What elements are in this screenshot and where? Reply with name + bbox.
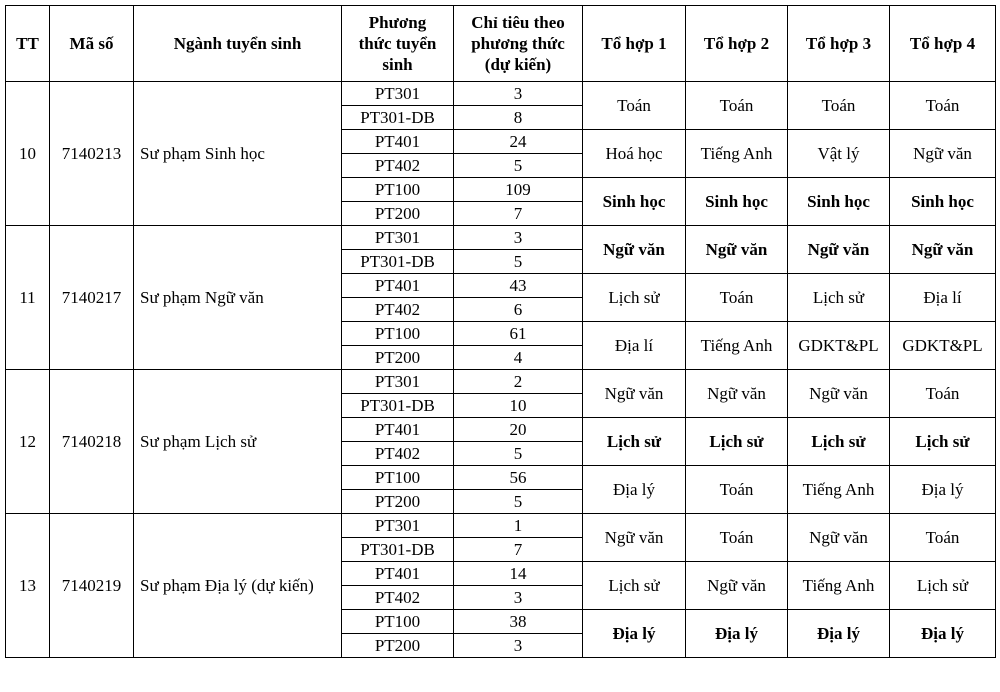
method-cell: PT200 [342, 202, 454, 226]
quota-cell: 4 [454, 346, 583, 370]
admissions-table [5, 5, 996, 658]
header-combo-4: Tổ hợp 4 [890, 6, 996, 82]
quota-cell: 109 [454, 178, 583, 202]
subject-cell: Sinh học [583, 178, 686, 226]
method-cell: PT401 [342, 274, 454, 298]
quota-cell: 5 [454, 442, 583, 466]
method-cell: PT401 [342, 130, 454, 154]
row-major: Sư phạm Địa lý (dự kiến) [134, 514, 342, 658]
subject-cell: Địa lí [890, 274, 996, 322]
subject-cell: Địa lý [788, 610, 890, 658]
quota-cell: 10 [454, 394, 583, 418]
method-cell: PT301 [342, 82, 454, 106]
table-row [6, 226, 996, 250]
quota-cell: 3 [454, 82, 583, 106]
subject-cell: GDKT&PL [890, 322, 996, 370]
method-cell: PT401 [342, 418, 454, 442]
method-cell: PT301-DB [342, 106, 454, 130]
subject-cell: Ngữ văn [583, 226, 686, 274]
subject-cell: Toán [686, 466, 788, 514]
quota-cell: 3 [454, 634, 583, 658]
quota-cell: 8 [454, 106, 583, 130]
quota-cell: 61 [454, 322, 583, 346]
method-cell: PT402 [342, 298, 454, 322]
method-cell: PT200 [342, 634, 454, 658]
subject-cell: Hoá học [583, 130, 686, 178]
subject-cell: Ngữ văn [583, 514, 686, 562]
quota-cell: 56 [454, 466, 583, 490]
method-cell: PT100 [342, 610, 454, 634]
quota-cell: 5 [454, 490, 583, 514]
row-tt: 12 [6, 370, 50, 514]
row-tt: 10 [6, 82, 50, 226]
subject-cell: Lịch sử [788, 418, 890, 466]
row-code: 7140219 [50, 514, 134, 658]
subject-cell: Ngữ văn [890, 130, 996, 178]
method-cell: PT200 [342, 346, 454, 370]
subject-cell: Địa lý [686, 610, 788, 658]
header-code: Mã số [50, 6, 134, 82]
method-cell: PT402 [342, 586, 454, 610]
method-cell: PT301 [342, 370, 454, 394]
subject-cell: Địa lý [890, 610, 996, 658]
quota-cell: 5 [454, 154, 583, 178]
subject-cell: Tiếng Anh [686, 130, 788, 178]
subject-cell: Tiếng Anh [788, 562, 890, 610]
subject-cell: Lịch sử [890, 418, 996, 466]
header-combo-3: Tổ hợp 3 [788, 6, 890, 82]
quota-cell: 38 [454, 610, 583, 634]
subject-cell: Toán [788, 82, 890, 130]
method-cell: PT301-DB [342, 250, 454, 274]
subject-cell: Toán [890, 82, 996, 130]
row-major: Sư phạm Ngữ văn [134, 226, 342, 370]
subject-cell: Lịch sử [686, 418, 788, 466]
quota-cell: 43 [454, 274, 583, 298]
method-cell: PT100 [342, 322, 454, 346]
subject-cell: Toán [686, 274, 788, 322]
header-major: Ngành tuyển sinh [134, 6, 342, 82]
method-cell: PT401 [342, 562, 454, 586]
subject-cell: Địa lý [583, 610, 686, 658]
subject-cell: Lịch sử [583, 562, 686, 610]
subject-cell: Toán [583, 82, 686, 130]
subject-cell: Địa lí [583, 322, 686, 370]
quota-cell: 2 [454, 370, 583, 394]
row-major: Sư phạm Lịch sử [134, 370, 342, 514]
row-code: 7140218 [50, 370, 134, 514]
header-method: Phương thức tuyển sinh [342, 6, 454, 82]
quota-cell: 1 [454, 514, 583, 538]
quota-cell: 3 [454, 226, 583, 250]
subject-cell: Địa lý [890, 466, 996, 514]
method-cell: PT402 [342, 154, 454, 178]
method-cell: PT301-DB [342, 538, 454, 562]
subject-cell: Ngữ văn [890, 226, 996, 274]
subject-cell: Ngữ văn [686, 562, 788, 610]
subject-cell: Toán [890, 370, 996, 418]
quota-cell: 5 [454, 250, 583, 274]
method-cell: PT301 [342, 514, 454, 538]
row-major: Sư phạm Sinh học [134, 82, 342, 226]
subject-cell: Tiếng Anh [686, 322, 788, 370]
subject-cell: Ngữ văn [788, 226, 890, 274]
method-cell: PT402 [342, 442, 454, 466]
quota-cell: 3 [454, 586, 583, 610]
quota-cell: 20 [454, 418, 583, 442]
subject-cell: Toán [686, 514, 788, 562]
row-tt: 11 [6, 226, 50, 370]
header-quota: Chỉ tiêu theo phương thức (dự kiến) [454, 6, 583, 82]
subject-cell: Ngữ văn [583, 370, 686, 418]
table-header [6, 6, 996, 82]
header-tt: TT [6, 6, 50, 82]
method-cell: PT200 [342, 490, 454, 514]
method-cell: PT100 [342, 178, 454, 202]
subject-cell: Tiếng Anh [788, 466, 890, 514]
row-tt: 13 [6, 514, 50, 658]
subject-cell: Toán [686, 82, 788, 130]
subject-cell: Toán [890, 514, 996, 562]
subject-cell: Ngữ văn [788, 514, 890, 562]
header-combo-2: Tổ hợp 2 [686, 6, 788, 82]
quota-cell: 14 [454, 562, 583, 586]
subject-cell: Vật lý [788, 130, 890, 178]
subject-cell: Ngữ văn [788, 370, 890, 418]
method-cell: PT100 [342, 466, 454, 490]
quota-cell: 7 [454, 202, 583, 226]
subject-cell: Sinh học [890, 178, 996, 226]
method-cell: PT301-DB [342, 394, 454, 418]
subject-cell: Ngữ văn [686, 226, 788, 274]
table-row [6, 514, 996, 538]
subject-cell: Sinh học [686, 178, 788, 226]
subject-cell: Lịch sử [583, 418, 686, 466]
subject-cell: GDKT&PL [788, 322, 890, 370]
header-combo-1: Tổ hợp 1 [583, 6, 686, 82]
table-row [6, 370, 996, 394]
subject-cell: Địa lý [583, 466, 686, 514]
subject-cell: Lịch sử [788, 274, 890, 322]
method-cell: PT301 [342, 226, 454, 250]
table-body [6, 82, 996, 658]
subject-cell: Sinh học [788, 178, 890, 226]
subject-cell: Lịch sử [583, 274, 686, 322]
quota-cell: 24 [454, 130, 583, 154]
table-row [6, 82, 996, 106]
quota-cell: 7 [454, 538, 583, 562]
row-code: 7140217 [50, 226, 134, 370]
subject-cell: Ngữ văn [686, 370, 788, 418]
subject-cell: Lịch sử [890, 562, 996, 610]
row-code: 7140213 [50, 82, 134, 226]
quota-cell: 6 [454, 298, 583, 322]
